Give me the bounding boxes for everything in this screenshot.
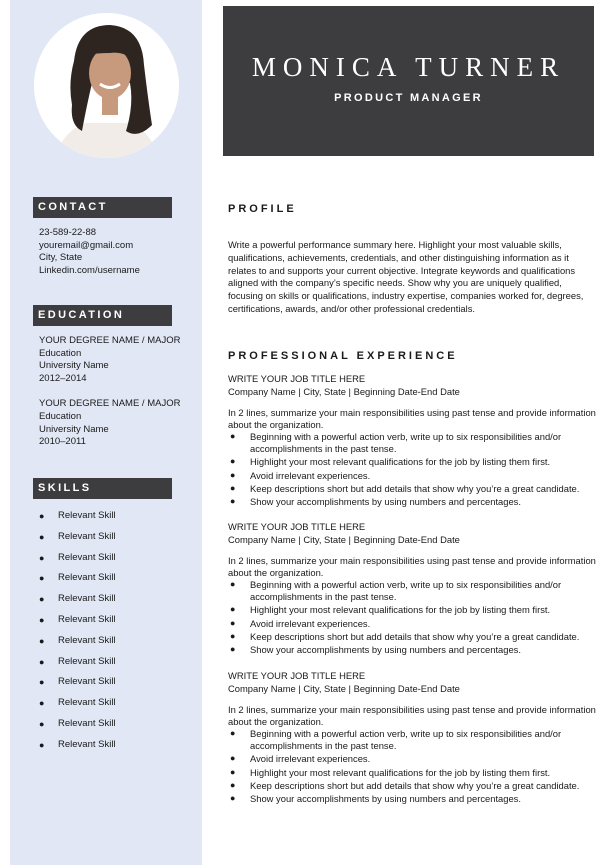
job-bullets	[230, 728, 596, 805]
bullet-icon: ●	[39, 635, 45, 646]
skill-item: ● Relevant Skill	[39, 696, 116, 717]
education-degree: YOUR DEGREE NAME / MAJOR	[39, 398, 181, 410]
job-bullet: ● Avoid irrelevant experiences.	[230, 469, 371, 481]
bullet-icon: ●	[230, 728, 236, 738]
job-title: WRITE YOUR JOB TITLE HERE	[228, 670, 366, 681]
skill-item: ● Relevant Skill	[39, 634, 116, 655]
job-title: WRITE YOUR JOB TITLE HERE	[228, 521, 366, 532]
bullet-icon: ●	[39, 531, 45, 542]
bullet-icon: ●	[39, 739, 45, 750]
education-school: University Name	[39, 360, 109, 372]
bullet-icon: ●	[230, 630, 236, 641]
job-bullets	[230, 579, 596, 656]
skill-item: ● Relevant Skill	[39, 509, 116, 530]
skill-item: ● Relevant Skill	[39, 613, 116, 634]
education-years: 2012–2014	[39, 372, 87, 384]
job-bullet: ● Highlight your most relevant qualifications for the job by listing them first.	[230, 766, 551, 778]
bullet-icon: ●	[230, 793, 236, 804]
education-years: 2010–2011	[39, 436, 86, 448]
profile-summary: Write a powerful performance summary here. Highlight your most valuable skills, qualifications, achievements, credentials, and other distinguishing information as it relates to and supports your current objective. Integrate keywords and qualifications aligned with the company’s specific needs. Show why you are uniquely qualified, focusing on skills or qualifications, industry expertise, companies worked for, degrees, certifications, awards, and/or other professional credentials.	[228, 239, 584, 314]
contact-phone: 23-589-22-88	[39, 227, 97, 238]
education-field: Education	[39, 410, 82, 422]
job-summary: In 2 lines, summarize your main responsibilities using past tense and provide information about the organization.	[228, 555, 596, 578]
job-entry	[228, 670, 596, 807]
bullet-icon: ●	[39, 614, 45, 625]
contact-email: youremail@gmail.com	[39, 239, 134, 251]
job-bullets	[230, 431, 596, 508]
bullet-icon: ●	[230, 766, 236, 777]
bullet-icon: ●	[230, 617, 236, 628]
contact-heading: CONTACT	[33, 197, 172, 218]
name-header	[223, 6, 594, 156]
bullet-icon: ●	[230, 644, 236, 655]
education-heading: EDUCATION	[33, 305, 172, 326]
candidate-role: PRODUCT MANAGER	[334, 92, 483, 104]
bullet-icon: ●	[39, 552, 45, 563]
bullet-icon: ●	[230, 779, 236, 790]
job-company: Company Name | City, State | Beginning Date-End Date	[228, 533, 460, 545]
job-bullet: ● Show your accomplishments by using numbers and percentages.	[230, 644, 521, 656]
job-bullet: ● Keep descriptions short but add details that show why you’re a great candidate.	[230, 482, 580, 494]
bullet-icon: ●	[230, 753, 236, 764]
job-bullet: ● Beginning with a powerful action verb, write up to six responsibilities and/or accomplishments in the past tense.	[230, 728, 562, 751]
education-list	[39, 335, 180, 449]
bullet-icon: ●	[230, 482, 236, 493]
bullet-icon: ●	[39, 656, 45, 667]
bullet-icon: ●	[39, 718, 45, 729]
candidate-name: MONICA TURNER	[251, 52, 566, 82]
bullet-icon: ●	[39, 511, 45, 521]
skill-item: ● Relevant Skill	[39, 655, 116, 676]
job-bullet: ● Show your accomplishments by using numbers and percentages.	[230, 793, 521, 805]
education-school: University Name	[39, 423, 109, 435]
skill-item: ● Relevant Skill	[39, 675, 116, 696]
bullet-icon: ●	[230, 456, 236, 467]
education-field: Education	[39, 347, 82, 359]
skill-item: ● Relevant Skill	[39, 592, 116, 613]
job-company: Company Name | City, State | Beginning Date-End Date	[228, 682, 460, 694]
bullet-icon: ●	[39, 677, 45, 688]
bullet-icon: ●	[39, 573, 45, 584]
contact-linkedin: Linkedin.com/username	[39, 264, 140, 276]
job-bullet: ● Avoid irrelevant experiences.	[230, 617, 371, 629]
job-summary: In 2 lines, summarize your main responsibilities using past tense and provide information about the organization.	[228, 704, 596, 727]
bullet-icon: ●	[39, 594, 45, 605]
education-degree: YOUR DEGREE NAME / MAJOR	[39, 335, 181, 346]
job-bullet: ● Show your accomplishments by using numbers and percentages.	[230, 496, 521, 508]
job-bullet: ● Highlight your most relevant qualifications for the job by listing them first.	[230, 604, 551, 616]
contact-location: City, State	[39, 252, 83, 264]
portrait-image	[34, 13, 179, 158]
experience-heading: PROFESSIONAL EXPERIENCE	[228, 350, 458, 362]
job-summary: In 2 lines, summarize your main responsibilities using past tense and provide information about the organization.	[228, 407, 596, 430]
job-entry	[228, 373, 596, 510]
skill-item: ● Relevant Skill	[39, 530, 116, 551]
bullet-icon: ●	[230, 496, 236, 507]
profile-photo	[34, 13, 179, 158]
job-bullet: ● Highlight your most relevant qualifications for the job by listing them first.	[230, 456, 551, 468]
job-bullet: ● Keep descriptions short but add details that show why you’re a great candidate.	[230, 630, 580, 642]
bullet-icon: ●	[230, 469, 236, 480]
profile-heading: PROFILE	[228, 203, 297, 215]
job-entry	[228, 521, 596, 658]
bullet-icon: ●	[39, 698, 45, 709]
contact-details	[39, 227, 140, 277]
skill-item: ● Relevant Skill	[39, 571, 116, 592]
job-company: Company Name | City, State | Beginning Date-End Date	[228, 385, 460, 397]
job-bullet: ● Keep descriptions short but add details that show why you’re a great candidate.	[230, 779, 580, 791]
job-title: WRITE YOUR JOB TITLE HERE	[228, 373, 366, 384]
bullet-icon: ●	[230, 431, 236, 441]
skill-item: ● Relevant Skill	[39, 738, 116, 759]
skills-list	[39, 509, 116, 759]
bullet-icon: ●	[230, 604, 236, 615]
job-bullet: ● Beginning with a powerful action verb, write up to six responsibilities and/or accomplishments in the past tense.	[230, 579, 562, 602]
skill-item: ● Relevant Skill	[39, 551, 116, 572]
skill-item: ● Relevant Skill	[39, 717, 116, 738]
job-bullet: ● Beginning with a powerful action verb, write up to six responsibilities and/or accomplishments in the past tense.	[230, 431, 562, 454]
job-bullet: ● Avoid irrelevant experiences.	[230, 753, 371, 765]
skills-heading: SKILLS	[33, 478, 172, 499]
bullet-icon: ●	[230, 579, 236, 589]
